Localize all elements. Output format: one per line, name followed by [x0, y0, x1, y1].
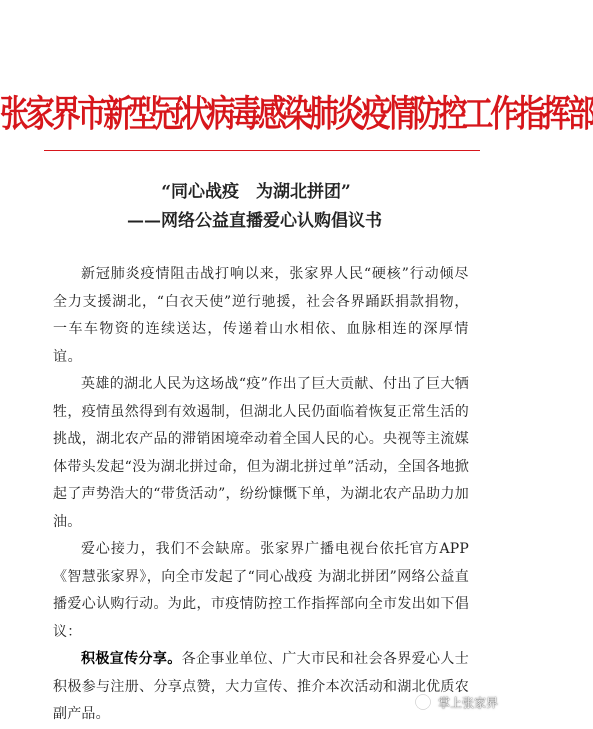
- document-subtitle: ——网络公益直播爱心认购倡议书: [127, 211, 382, 231]
- source-watermark: [414, 693, 498, 711]
- body-paragraph: 新冠肺炎疫情阻击战打响以来，张家界人民“硬核”行动倾尽全力支援湖北，“白衣天使”逆行驰援，社会各界踊跃捐款捐物，一车车物资的连续送达，传递着山水相依、血脉相连的深厚情谊。: [53, 266, 469, 365]
- body-paragraph: 英雄的湖北人民为这场战“疫”作出了巨大贡献、付出了巨大牺牲，疫情虽然得到有效遏制，但湖北人民仍面临着恢复正常生活的挑战，湖北农产品的滞销困境牵动着全国人民的心。央视等主流媒体带头发起“没为湖北拼过命，但为湖北拼过单”活动，全国各地掀起了声势浩大的“带货活动”，纷纷慷慨下单，为湖北农产品助力加油。: [53, 376, 469, 530]
- document-title: “同心战疫 为湖北拼团”: [161, 182, 351, 202]
- proposal-item-text: 各企事业单位、广大市民和社会各界爱心人士积极参与注册、分享点赞，大力宣传、推介本次活动和湖北优质农副产品。: [53, 651, 469, 722]
- document-body: [53, 261, 469, 729]
- issuing-authority-header: 张家界市新型冠状病毒感染肺炎疫情防控工作指挥部: [0, 92, 593, 135]
- body-paragraph: 爱心接力，我们不会缺席。张家界广播电视台依托官方APP《智慧张家界》，向全市发起了“同心战疫 为湖北拼团”网络公益直播爱心认购行动。为此，市疫情防控工作指挥部向全市发出如下倡议：: [53, 541, 469, 640]
- wechat-channel-icon: [414, 693, 432, 711]
- watermark-text: 掌上张家界: [437, 695, 498, 710]
- header-divider: [44, 150, 480, 151]
- proposal-item-heading: 积极宣传分享。: [81, 651, 182, 667]
- proposal-item: [53, 646, 469, 729]
